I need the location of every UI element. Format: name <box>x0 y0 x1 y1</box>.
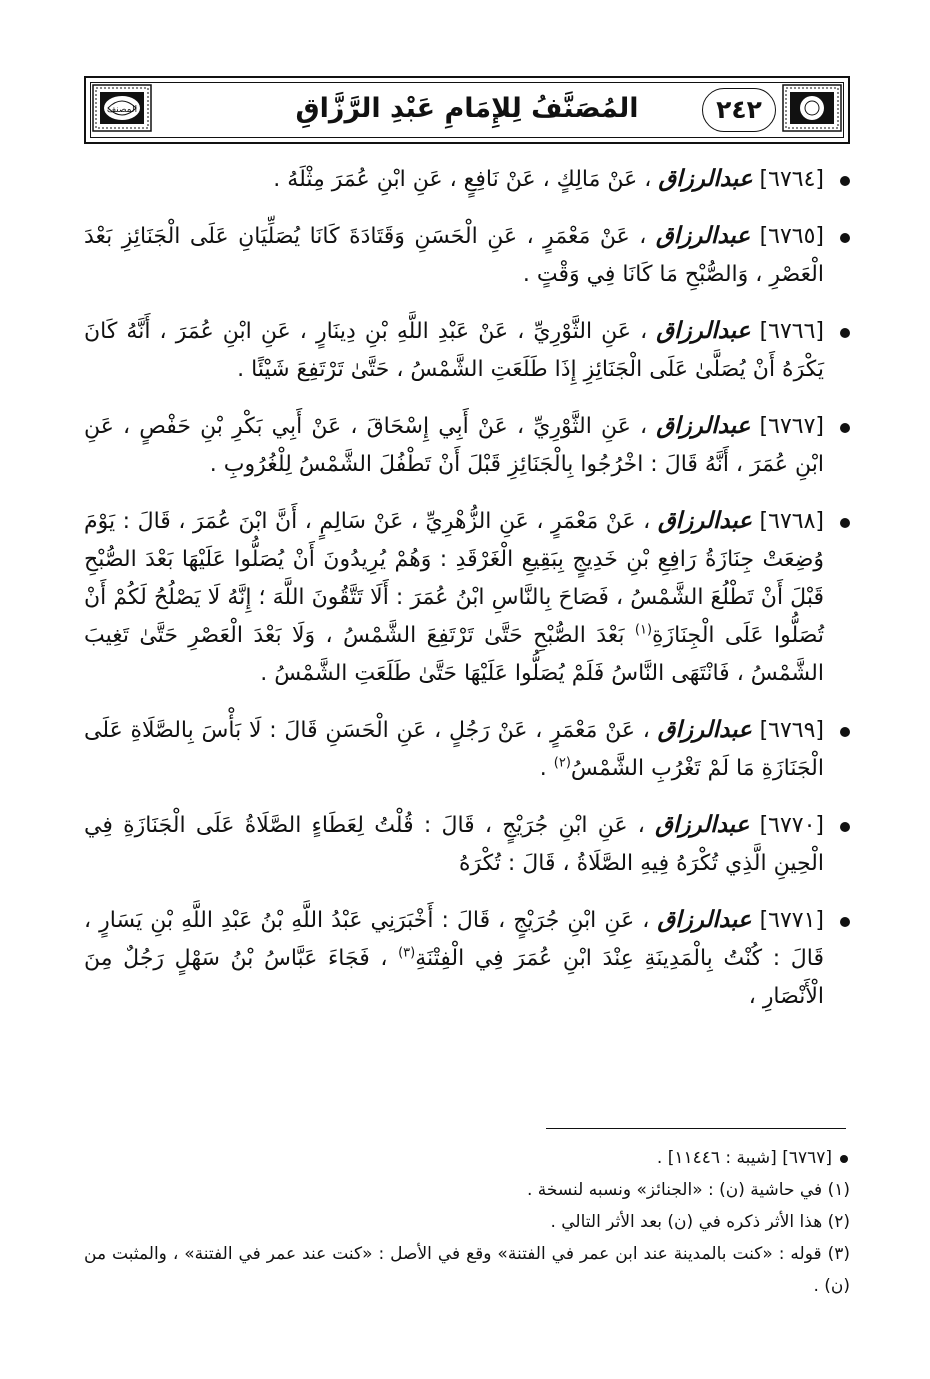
narrator: عبدالرزاق <box>655 812 750 838</box>
bullet-icon <box>840 233 850 243</box>
entry-number: [٦٧٦٤] <box>759 167 824 192</box>
bullet-icon <box>840 917 850 927</box>
source-reference <box>84 1142 850 1174</box>
footnotes <box>84 1142 850 1302</box>
hadith-entry <box>84 312 850 389</box>
bullet-icon <box>840 423 850 433</box>
page-number: ٢٤٢ <box>702 88 776 132</box>
entry-number: [٦٧٧١] <box>759 908 825 933</box>
entry-number: [٦٧٦٦] <box>759 319 825 344</box>
entry-text: ، عَنْ مَعْمَرٍ ، عَنِ الزُّهْرِيِّ ، عَنْ سَالِمٍ ، أَنَّ ابْنَ عُمَرَ ، قَالَ : يَوْمَ وُضِعَتْ جِنَازَةُ رَافِعِ بْنِ خَدِيجٍ بِبَقِيعِ الْغَرْقَدِ : وَهُمْ يُرِيدُونَ أَنْ يُصَلُّوا عَلَيْهَا بَعْدَ الصُّبْحِ قَبْلَ أَنْ تَطْلُعَ الشَّمْسُ ، فَصَاحَ بِالنَّاسِ ابْنُ عُمَرَ : أَلَا تَتَّقُونَ اللَّهَ ؛ إِنَّهُ لَا يَصْلُحُ لَكُمْ أَنْ تُصَلُّوا عَلَى الْجِنَازَةِ <box>84 509 824 648</box>
footnote-ref: (٣) <box>398 945 416 961</box>
narrator: عبدالرزاق <box>656 318 751 344</box>
hadith-entry <box>84 901 850 1016</box>
hadith-entry <box>84 711 850 788</box>
narrator: عبدالرزاق <box>657 508 752 534</box>
footnote-divider <box>546 1128 846 1129</box>
page-header <box>84 76 850 144</box>
source-reference-text: [٦٧٦٧] [شيبة : ١١٤٤٦] . <box>656 1148 832 1168</box>
entry-text-continued: . <box>539 756 547 781</box>
footnote-ref: (٢) <box>553 755 571 771</box>
bullet-icon <box>840 176 850 186</box>
hadith-entry <box>84 806 850 883</box>
book-title: المُصَنَّفُ لِلإِمَامِ عَبْدِ الرَّزَّاقِ <box>295 93 639 124</box>
bullet-icon <box>840 328 850 338</box>
entry-text-continued: بَعْدَ الصُّبْحِ حَتَّىٰ تَرْتَفِعَ الشَّمْسُ ، وَلَا بَعْدَ الْعَصْرِ حَتَّىٰ تَغِيبَ الشَّمْسُ ، فَانْتَهَى النَّاسُ فَلَمْ يُصَلُّوا عَلَيْهَا حَتَّىٰ طَلَعَتِ الشَّمْسُ . <box>84 623 824 686</box>
hadith-entry <box>84 407 850 484</box>
footnote-ref: (١) <box>634 622 653 638</box>
narrator: عبدالرزاق <box>657 717 752 743</box>
bullet-icon <box>840 727 850 737</box>
entry-text: ، عَنِ الثَّوْرِيِّ ، عَنْ أَبِي إِسْحَاقَ ، عَنْ أَبِي بَكْرِ بْنِ حَفْصٍ ، عَنِ ابْنِ عُمَرَ ، أَنَّهُ قَالَ : اخْرُجُوا بِالْجَنَائِزِ قَبْلَ أَنْ تَطْفُلَ الشَّمْسُ لِلْغُرُوبِ . <box>84 414 824 477</box>
bullet-icon <box>840 822 850 832</box>
ornament-left-icon <box>92 84 152 132</box>
svg-text:المصنف: المصنف <box>106 105 138 115</box>
entry-number: [٦٧٦٩] <box>759 718 825 743</box>
narrator: عبدالرزاق <box>655 223 751 249</box>
entry-text: ، عَنِ ابْنِ جُرَيْجٍ ، قَالَ : أَخْبَرَنِي عَبْدُ اللَّهِ بْنُ عَبْدِ اللَّهِ بْنِ يَسَارٍ ، قَالَ : كُنْتُ بِالْمَدِينَةِ عِنْدَ ابْنِ عُمَرَ فِي الْفِتْنَةِ <box>84 908 824 971</box>
entry-text: ، عَنْ مَعْمَرٍ ، عَنِ الْحَسَنِ وَقَتَادَةَ كَانَا يُصَلِّيَانِ عَلَى الْجَنَائِزِ بَعْدَ الْعَصْرِ ، وَالصُّبْحِ مَا كَانَا فِي وَقْتٍ . <box>84 224 824 287</box>
entry-number: [٦٧٦٨] <box>759 509 824 534</box>
hadith-entry <box>84 217 850 294</box>
entry-text: ، عَنِ الثَّوْرِيِّ ، عَنْ عَبْدِ اللَّهِ بْنِ دِينَارٍ ، عَنِ ابْنِ عُمَرَ ، أَنَّهُ كَانَ يَكْرَهُ أَنْ يُصَلَّىٰ عَلَى الْجَنَائِزِ إِذَا طَلَعَتِ الشَّمْسُ ، حَتَّىٰ تَرْتَفِعَ شَيْئًا . <box>84 319 824 382</box>
entry-text: ، عَنْ مَالِكٍ ، عَنْ نَافِعٍ ، عَنِ ابْنِ عُمَرَ مِثْلَهُ . <box>273 167 652 192</box>
bullet-icon <box>840 1155 848 1163</box>
ornament-right-icon <box>782 84 842 132</box>
hadith-entry <box>84 160 850 199</box>
narrator: عبدالرزاق <box>657 907 752 933</box>
footnote-2: (٢) هذا الأثر ذكره في (ن) بعد الأثر التالي . <box>550 1212 850 1232</box>
hadith-list <box>84 160 850 1034</box>
entry-text: ، عَنِ ابْنِ جُرَيْجٍ ، قَالَ : قُلْتُ لِعَطَاءٍ الصَّلَاةُ عَلَى الْجَنَازَةِ فِي الْحِينِ الَّذِي تُكْرَهُ فِيهِ الصَّلَاةُ ، قَالَ : تُكْرَهُ <box>84 813 824 876</box>
entry-number: [٦٧٦٧] <box>759 414 824 439</box>
narrator: عبدالرزاق <box>658 166 753 192</box>
entry-number: [٦٧٧٠] <box>759 813 825 838</box>
narrator: عبدالرزاق <box>656 413 751 439</box>
entry-number: [٦٧٦٥] <box>759 224 825 249</box>
footnote-3: (٣) قوله : «كنت بالمدينة عند ابن عمر في الفتنة» وقع في الأصل : «كنت عند عمر في الفتنة» ، والمثبت من (ن) . <box>84 1244 850 1296</box>
footnote-1: (١) في حاشية (ن) : «الجنائز» ونسبه لنسخة . <box>526 1180 850 1200</box>
bullet-icon <box>840 518 850 528</box>
entry-text: ، عَنْ مَعْمَرٍ ، عَنْ رَجُلٍ ، عَنِ الْحَسَنِ قَالَ : لَا بَأْسَ بِالصَّلَاةِ عَلَى الْجَنَازَةِ مَا لَمْ تَغْرُبِ الشَّمْسُ <box>84 718 824 781</box>
entry-text-continued: ، فَجَاءَ عَبَّاسُ بْنُ سَهْلٍ رَجُلٌ مِنَ الْأَنْصَارِ ، <box>84 946 824 1009</box>
hadith-entry <box>84 502 850 693</box>
